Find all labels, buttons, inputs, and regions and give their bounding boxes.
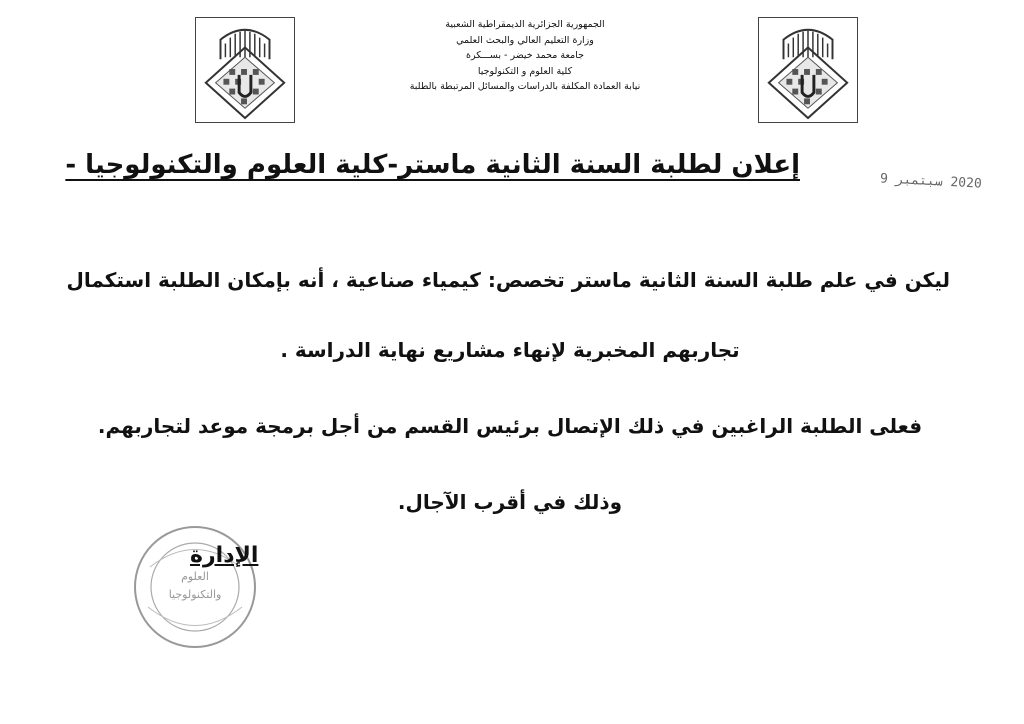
body-paragraph-4: وذلك في أقرب الآجال. <box>397 490 623 514</box>
svg-text:العلوم: العلوم <box>181 570 209 583</box>
svg-text:والتكنولوجيا: والتكنولوجيا <box>168 588 222 601</box>
letterhead <box>330 17 720 95</box>
announcement-title: إعلان لطلبة السنة الثانية ماستر-كلية العلوم والتكنولوجيا - <box>65 150 800 180</box>
header-line-vice-deanship: نيابة العمادة المكلفة بالدراسات والمسائل المرتبطة بالطلبة <box>409 81 641 92</box>
date-stamp: 2020 سبتمبر 9 <box>879 171 983 192</box>
signature-label: الإدارة <box>190 543 259 568</box>
university-logo-icon <box>195 17 295 123</box>
header-line-university: جامعة محمد خيضر - بســـكرة <box>466 50 584 61</box>
official-seal-icon <box>130 522 260 652</box>
body-paragraph-2: تجاربهم المخبرية لإنهاء مشاريع نهاية الدراسة . <box>280 338 740 362</box>
body-paragraph-3: فعلى الطلبة الراغبين في ذلك الإتصال برئيس القسم من أجل برمجة موعد لتجاربهم. <box>97 414 923 438</box>
header-line-faculty: كلية العلوم و التكنولوجيا <box>477 65 573 77</box>
body-paragraph-1: ليكن في علم طلبة السنة الثانية ماستر تخصص: كيمياء صناعية ، أنه بإمكان الطلبة استكمال <box>66 268 950 292</box>
header-line-ministry: وزارة التعليم العالي والبحث العلمي <box>456 34 594 46</box>
university-logo-icon <box>758 17 858 123</box>
header-line-republic: الجمهورية الجزائرية الديمقراطية الشعبية <box>445 19 605 30</box>
